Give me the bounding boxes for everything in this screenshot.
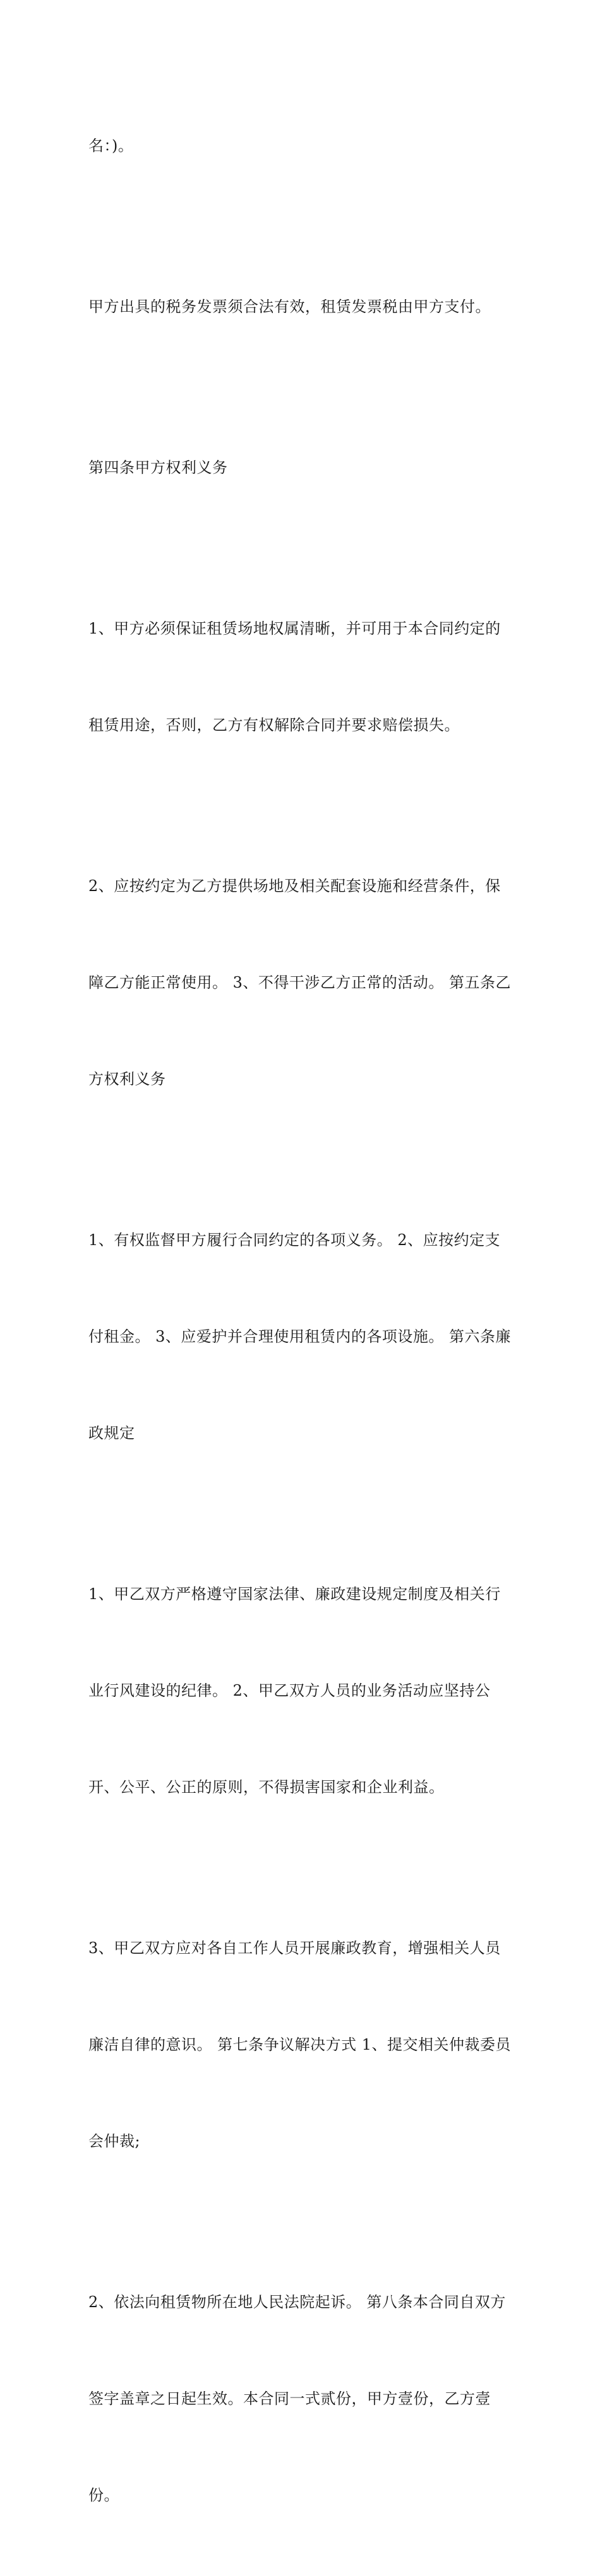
text-line: 政规定 <box>88 1424 135 1442</box>
text-line: 1、甲方必须保证租赁场地权属清晰，并可用于本合同约定的 <box>88 620 501 637</box>
text-line: 会仲裁; <box>88 2132 141 2150</box>
paragraph-integrity-3 <box>88 1868 524 2222</box>
text-line: 2、应按约定为乙方提供场地及相关配套设施和经营条件，保 <box>88 877 501 895</box>
text-line: 廉洁自律的意识。 第七条争议解决方式 1、提交相关仲裁委员 <box>88 2036 512 2053</box>
text-line: 业行风建设的纪律。 2、甲乙双方人员的业务活动应坚持公 <box>88 1682 491 1699</box>
text-line: 租赁用途，否则，乙方有权解除合同并要求赔偿损失。 <box>88 716 460 734</box>
text-line: 甲方出具的税务发票须合法有效，租赁发票税由甲方支付。 <box>88 298 491 316</box>
paragraph-party-a-item-1 <box>88 548 524 806</box>
text-line: 1、有权监督甲方履行合同约定的各项义务。 2、应按约定支 <box>88 1231 501 1249</box>
text-line: 付租金。 3、应爱护并合理使用租赁内的各项设施。 第六条廉 <box>88 1328 512 1345</box>
paragraph-dispute-2 <box>88 2222 524 2576</box>
text-line: 1、甲乙双方严格遵守国家法律、廉政建设规定制度及相关行 <box>88 1585 501 1603</box>
text-line: 签字盖章之日起生效。本合同一式贰份，甲方壹份，乙方壹 <box>88 2390 491 2408</box>
text-line: 开、公平、公正的原则，不得损害国家和企业利益。 <box>88 1778 445 1796</box>
paragraph-tax-invoice <box>88 227 524 387</box>
paragraph-sign-name <box>88 66 524 227</box>
text-line: 2、依法向租赁物所在地人民法院起诉。 第八条本合同自双方 <box>88 2293 506 2311</box>
document-page <box>88 66 524 2576</box>
text-line: 名：)。 <box>88 137 134 155</box>
text-line: 方权利义务 <box>88 1070 166 1088</box>
paragraph-party-b-rights <box>88 1160 524 1514</box>
paragraph-integrity-1 <box>88 1514 524 1868</box>
text-line: 份。 <box>88 2486 119 2504</box>
section-heading: 第四条甲方权利义务 <box>88 459 228 476</box>
text-line: 障乙方能正常使用。 3、不得干涉乙方正常的活动。 第五条乙 <box>88 974 512 991</box>
heading-article-4 <box>88 387 524 548</box>
paragraph-party-a-item-2 <box>88 806 524 1160</box>
text-line: 3、甲乙双方应对各自工作人员开展廉政教育，增强相关人员 <box>88 1939 501 1957</box>
